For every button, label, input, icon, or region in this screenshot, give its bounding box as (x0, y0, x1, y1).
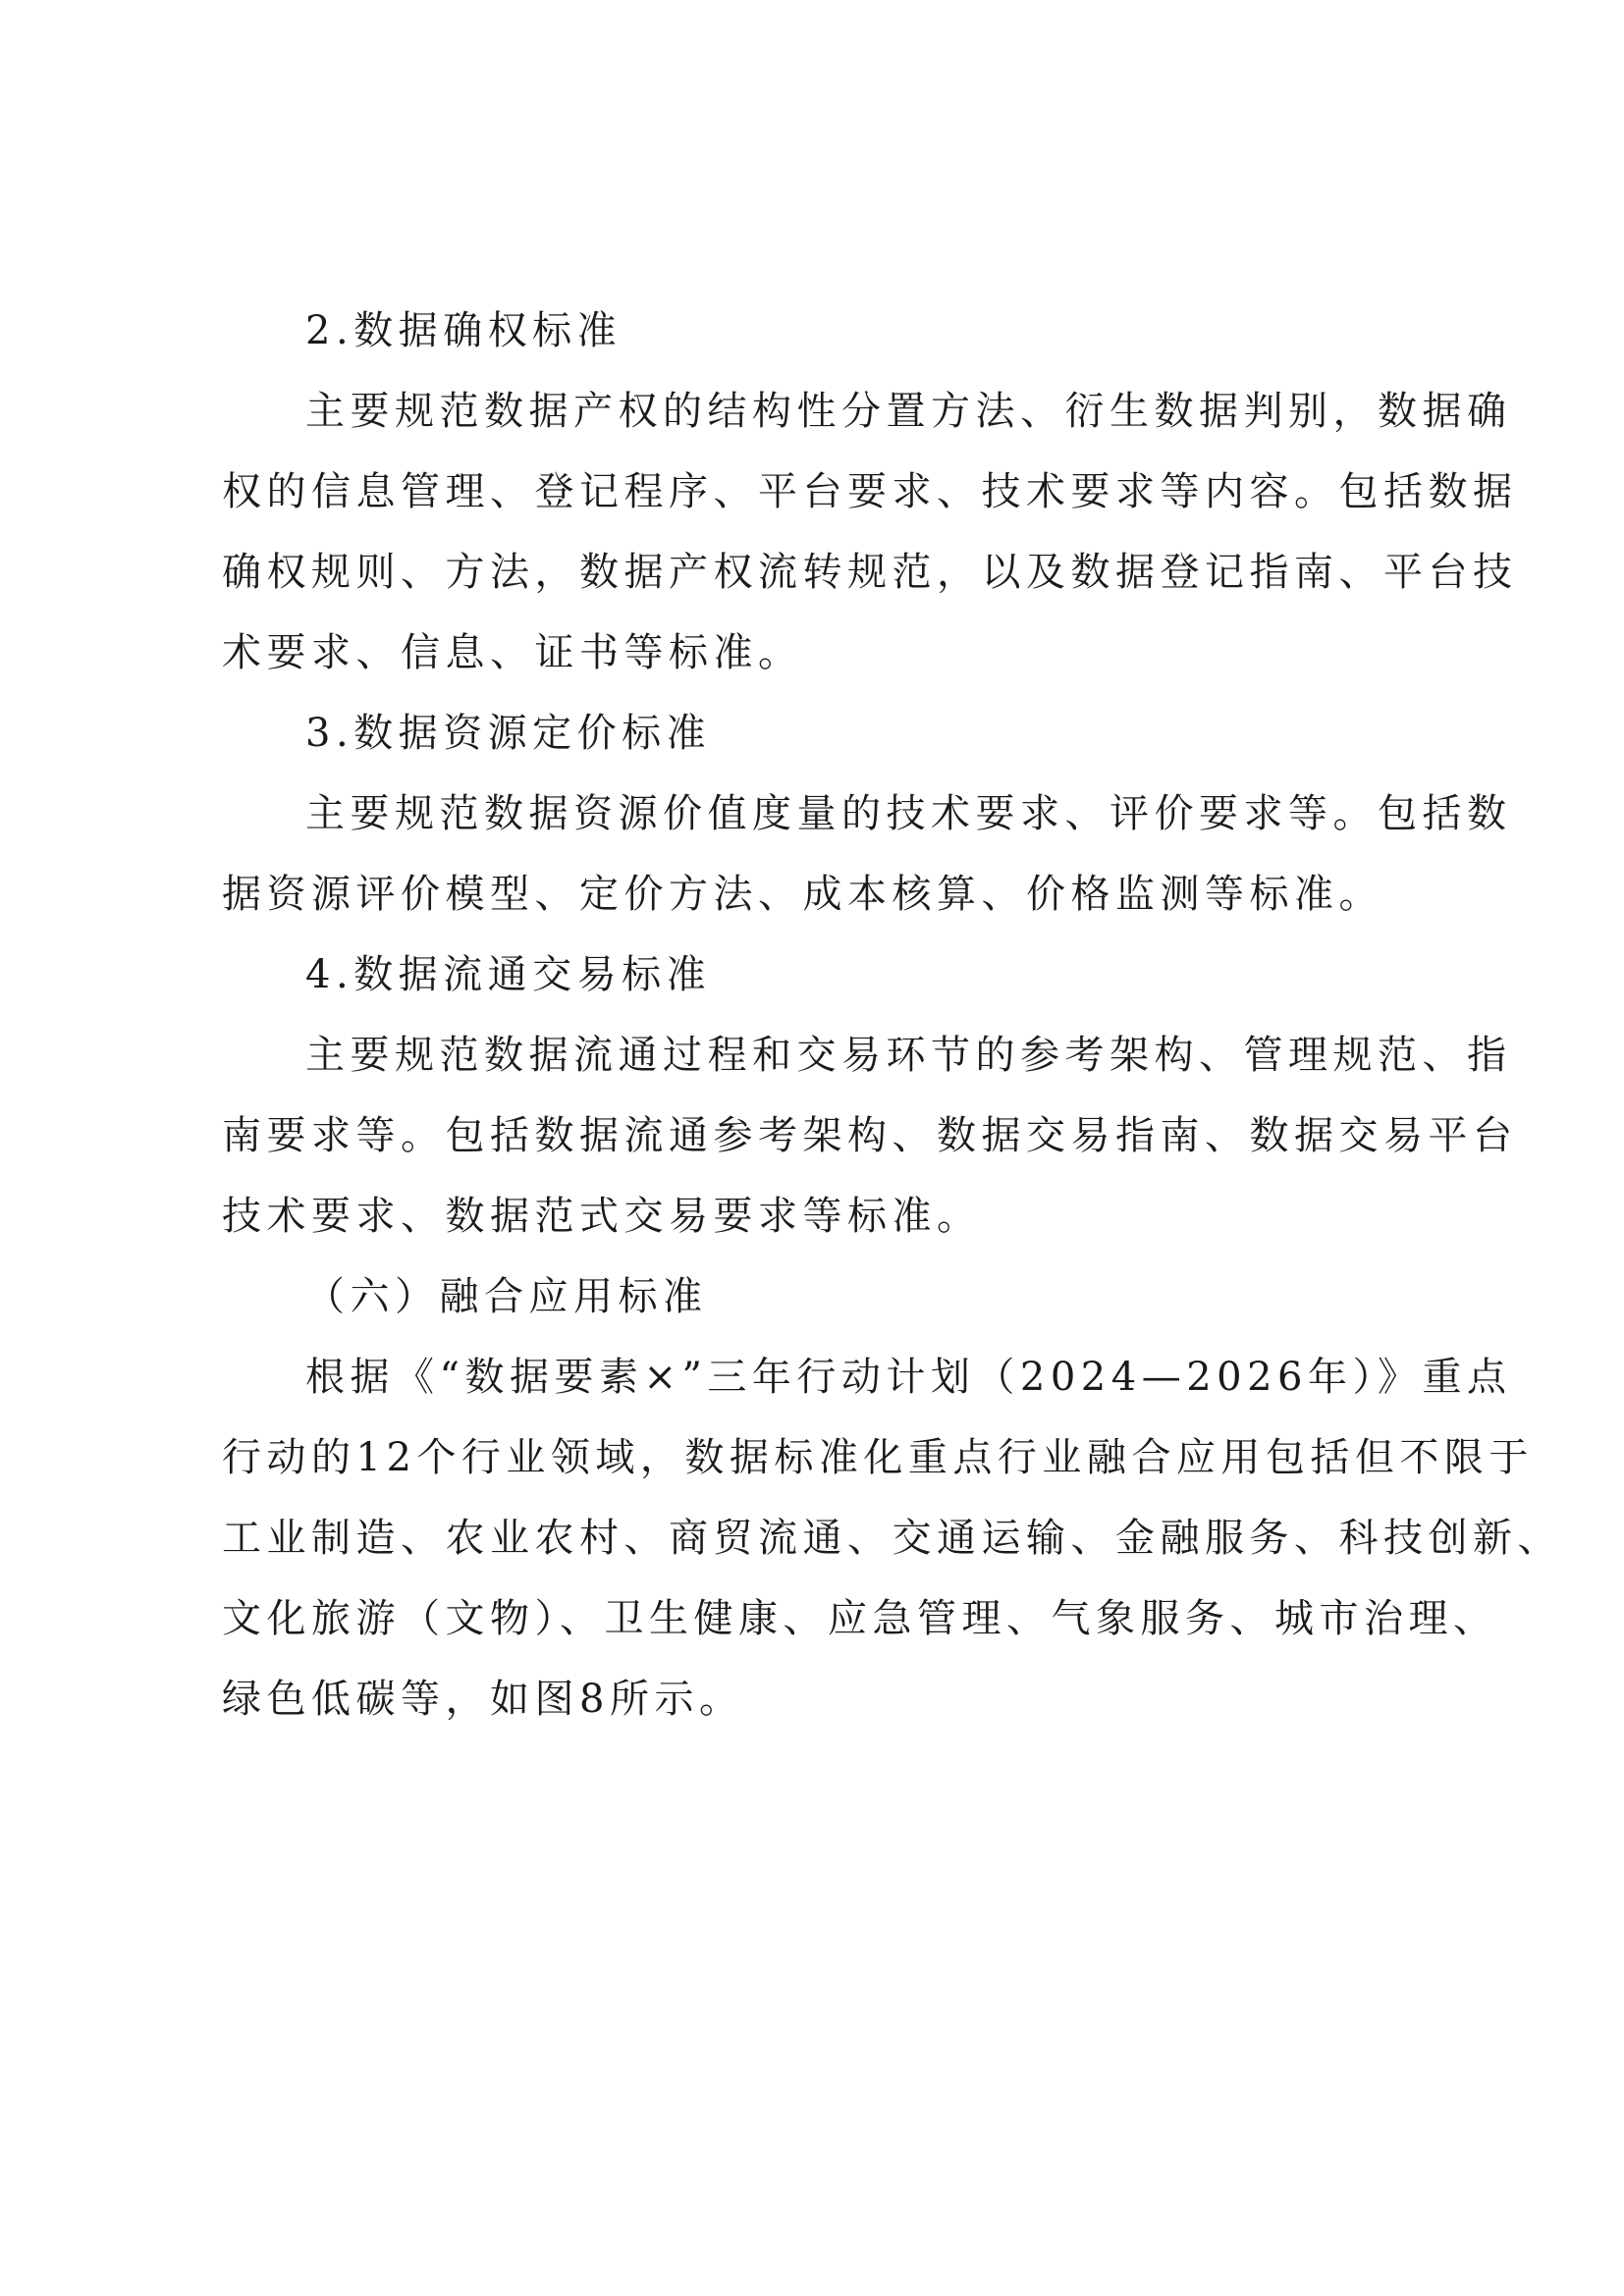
paragraph-line: 行动的12个行业领域，数据标准化重点行业融合应用包括但不限于 (222, 1435, 1534, 1480)
paragraph-line: 工业制造、农业农村、商贸流通、交通运输、金融服务、科技创新、 (222, 1516, 1562, 1561)
paragraph-line: 技术要求、数据范式交易要求等标准。 (222, 1194, 982, 1239)
paragraph-line: 文化旅游（文物）、卫生健康、应急管理、气象服务、城市治理、 (222, 1596, 1498, 1641)
paragraph-line: 权的信息管理、登记程序、平台要求、技术要求等内容。包括数据 (222, 469, 1518, 514)
paragraph-line: 根据《“数据要素×”三年行动计划（2024—2026年）》重点 (305, 1355, 1512, 1400)
section-heading-integrated-application: （六）融合应用标准 (305, 1274, 708, 1319)
paragraph-line: 确权规则、方法，数据产权流转规范，以及数据登记指南、平台技 (222, 550, 1518, 595)
paragraph-line: 主要规范数据资源价值度量的技术要求、评价要求等。包括数 (305, 791, 1512, 836)
document-body (222, 291, 1562, 1739)
section-heading-data-rights: 2.数据确权标准 (305, 308, 623, 353)
paragraph-line: 南要求等。包括数据流通参考架构、数据交易指南、数据交易平台 (222, 1113, 1518, 1158)
paragraph-line: 绿色低碳等，如图8所示。 (222, 1677, 744, 1722)
section-heading-data-circulation: 4.数据流通交易标准 (305, 952, 712, 997)
paragraph-line: 主要规范数据流通过程和交易环节的参考架构、管理规范、指 (305, 1033, 1512, 1078)
paragraph-line: 术要求、信息、证书等标准。 (222, 630, 803, 675)
paragraph-line: 主要规范数据产权的结构性分置方法、衍生数据判别，数据确 (305, 389, 1512, 434)
section-heading-data-pricing: 3.数据资源定价标准 (305, 711, 712, 756)
paragraph-line: 据资源评价模型、定价方法、成本核算、价格监测等标准。 (222, 872, 1383, 917)
